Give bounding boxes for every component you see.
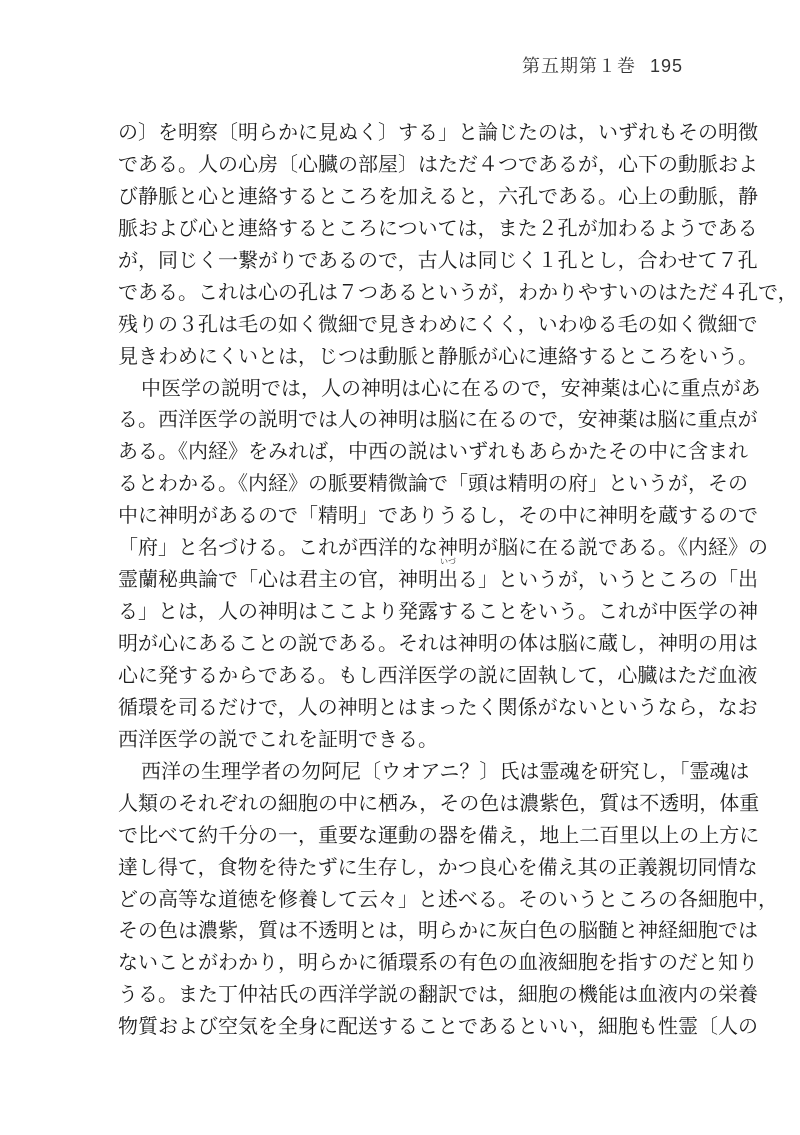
text-line: の〕を明察〔明らかに見ぬく〕する」と論じたのは，いずれもその明徴: [118, 120, 758, 144]
text-line: び静脈と心と連絡するところを加えると，六孔である。心上の動脈，静: [118, 183, 758, 208]
text-line: 人類のそれぞれの細胞の中に栖み，その色は濃紫色，質は不透明，体重: [118, 790, 760, 815]
text-line: 明が心にあることの説である。それは神明の体は脳に蔵し，神明の用は: [118, 631, 758, 655]
text-line: うる。また丁仲祜氏の西洋学説の翻訳では，細胞の機能は血液内の栄養: [118, 982, 758, 1007]
text-line: 「府」と名づける。これが西洋的な神明が脳に在る説である。《内経》の: [118, 535, 768, 560]
page-number: 195: [649, 56, 683, 76]
text-line: る。西洋医学の説明では人の神明は脳に在るので，安神薬は脳に重点が: [118, 407, 758, 432]
text-line: るとわかる。《内経》の脈要精微論で「頭は精明の府」というが，その: [118, 471, 748, 496]
ruby-annotation: いづ: [440, 557, 456, 567]
text-line: 循環を司るだけで，人の神明とはまったく関係がないというなら，なお: [118, 694, 758, 719]
text-line: ないことがわかり，明らかに循環系の有色の血液細胞を指すのだと知り: [118, 950, 758, 975]
text-line: 達し得て，食物を待たずに生存し，かつ良心を備え其の正義親切同情な: [118, 854, 758, 879]
section-title: 第五期第１巻: [521, 56, 636, 77]
text-line: る」とは，人の神明はここより発露することをいう。これが中医学の神: [118, 599, 758, 624]
text-line: である。これは心の孔は７つあるというが，わかりやすいのはただ４孔で，: [118, 279, 798, 304]
running-header: [522, 52, 683, 78]
text-line-paragraph-end: 見きわめにくいとは，じつは動脈と静脈が心に連絡するところをいう。: [118, 343, 758, 368]
text-line: が，同じく一繋がりであるので，古人は同じく１孔とし，合わせて７孔: [118, 247, 758, 272]
text-line: 物質および空気を全身に配送することであるといい，細胞も性霊〔人の: [118, 1014, 758, 1039]
text-line-with-ruby: [118, 557, 758, 596]
text-line-paragraph-end: 西洋医学の説でこれを証明できる。: [118, 726, 438, 751]
text-line: 心に発するからである。もし西洋医学の説に固執して，心臓はただ血液: [118, 662, 758, 687]
text-line: である。人の心房〔心臓の部屋〕はただ４つであるが，心下の動脈およ: [118, 151, 758, 176]
text-line: 中に神明があるので「精明」でありうるし，その中に神明を蔵するので: [118, 503, 758, 528]
text-line: 脈および心と連絡するところについては，また２孔が加わるようである: [118, 215, 758, 240]
text-line-paragraph-start: 西洋の生理学者の勿阿尼〔ウオアニ？〕氏は霊魂を研究し，「霊魂は: [141, 758, 750, 783]
body-text: [118, 117, 798, 1043]
text-line: で比べて約千分の一，重要な運動の器を備え，地上二百里以上の上方に: [118, 822, 760, 847]
text-line-paragraph-start: 中医学の説明では，人の神明は心に在るので，安神薬は心に重点があ: [141, 375, 761, 400]
text-line: どの高等な道徳を修養して云々」と述べる。そのいうところの各細胞中，: [118, 886, 778, 911]
text-line-content: 霊蘭秘典論で「心は君主の官，神明出る」というが，いうところの「出: [118, 567, 758, 592]
text-line: 残りの３孔は毛の如く微細で見きわめにくく，いわゆる毛の如く微細で: [118, 311, 758, 336]
text-line: ある。《内経》をみれば，中西の説はいずれもあらかたその中に含まれ: [118, 439, 748, 464]
text-line: その色は濃紫，質は不透明とは，明らかに灰白色の脳髄と神経細胞では: [118, 918, 758, 943]
